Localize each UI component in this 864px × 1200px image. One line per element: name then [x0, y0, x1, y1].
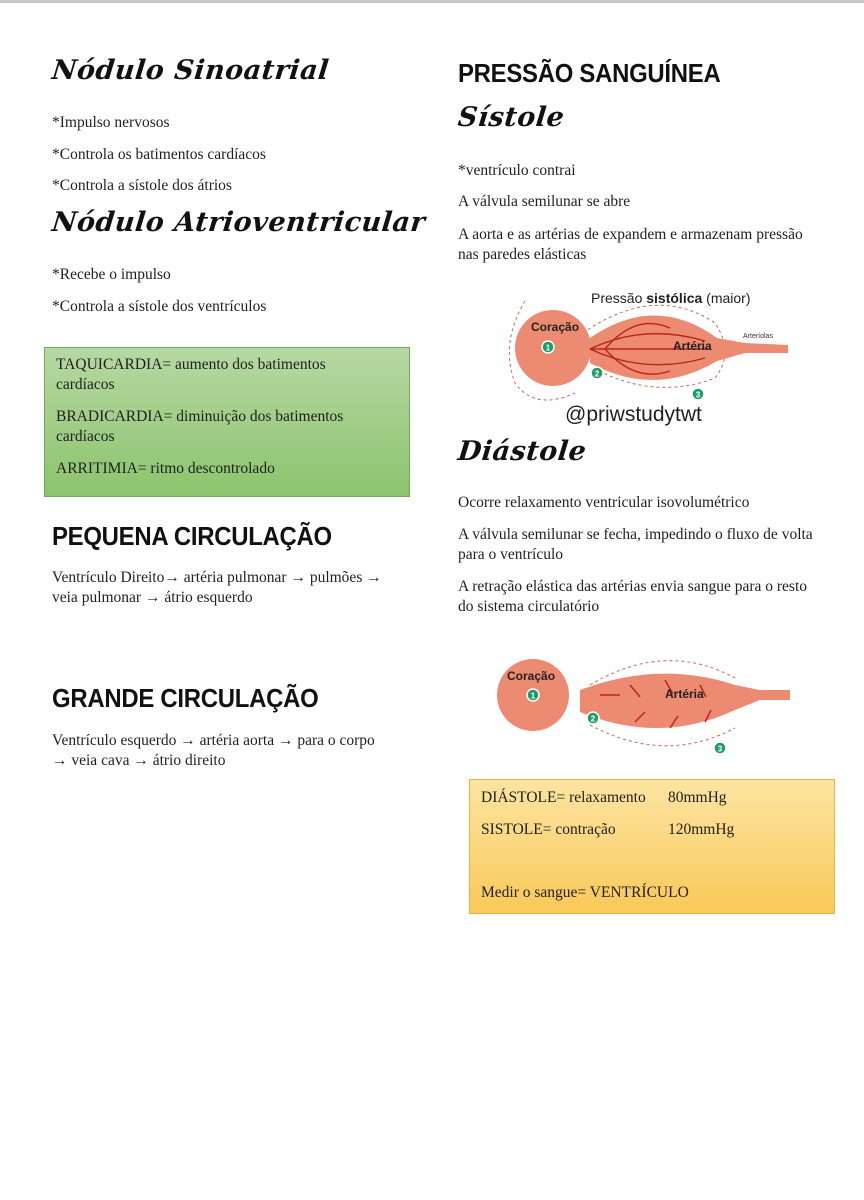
svg-text:3: 3: [695, 390, 701, 400]
large-circulation-text: Ventrículo esquerdo → artéria aorta → para o corpo → veia cava → átrio direito: [52, 732, 375, 769]
large-circulation-title: GRANDE CIRCULAÇÃO: [52, 683, 319, 713]
arterioles-label: Arteríolas: [743, 333, 773, 340]
systole-item-2: A válvula semilunar se abre: [458, 193, 631, 210]
artery-label: Artéria: [665, 687, 704, 701]
tachycardia-text: TAQUICARDIA= aumento dos batimentos cardíacos: [56, 356, 326, 393]
svg-text:1: 1: [545, 343, 551, 353]
bradycardia-text: BRADICARDIA= diminuição dos batimentos cardíacos: [56, 408, 344, 445]
artery-bottom-outline: [590, 725, 735, 746]
diastole-item-3: A retração elástica das artérias envia sangue para o resto do sistema circulatório: [458, 578, 808, 615]
systole-item-1: *ventrículo contrai: [458, 162, 576, 179]
systole-pressure-label: SISTOLE= contração: [481, 821, 616, 838]
heart-rate-box: [44, 347, 410, 497]
blood-pressure-title: PRESSÃO SANGUÍNEA: [458, 58, 721, 88]
diastole-item-2: A válvula semilunar se fecha, impedindo o fluxo de volta para o ventrículo: [458, 526, 813, 563]
systole-figure: [495, 283, 795, 433]
diastole-item-1: Ocorre relaxamento ventricular isovolumétrico: [458, 494, 750, 511]
diastole-figure: [485, 640, 795, 765]
sinoatrial-item-1: *Impulso nervosos: [52, 114, 170, 131]
systole-item-3: A aorta e as artérias de expandem e armazenam pressão nas paredes elásticas: [458, 226, 803, 263]
artery-label: Artéria: [673, 339, 712, 353]
measure-note: Medir o sangue= VENTRÍCULO: [481, 884, 689, 901]
svg-text:2: 2: [594, 369, 600, 379]
systole-pressure-value: 120mmHg: [668, 821, 735, 838]
atrioventricular-item-1: *Recebe o impulso: [52, 266, 171, 283]
systolic-caption: Pressão sistólica (maior): [591, 290, 751, 306]
sinoatrial-title: Nódulo Sinoatrial: [50, 55, 331, 86]
diastole-pressure-label: DIÁSTOLE= relaxamento: [481, 789, 646, 806]
top-border: [0, 0, 864, 3]
svg-text:1: 1: [530, 691, 536, 701]
heart-label: Coração: [507, 669, 556, 683]
svg-text:3: 3: [717, 744, 723, 754]
diastole-title: Diástole: [456, 436, 588, 467]
watermark: @priwstudytwt: [565, 403, 702, 426]
small-circulation-title: PEQUENA CIRCULAÇÃO: [52, 521, 332, 551]
atrioventricular-title: Nódulo Atrioventricular: [50, 207, 427, 238]
sinoatrial-item-3: *Controla a sístole dos átrios: [52, 177, 232, 194]
arrhythmia-text: ARRITIMIA= ritmo descontrolado: [56, 460, 275, 477]
systole-title: Sístole: [456, 102, 567, 133]
small-circulation-text: Ventrículo Direito→ artéria pulmonar → pulmões → veia pulmonar → átrio esquerdo: [52, 569, 382, 606]
atrioventricular-item-2: *Controla a sístole dos ventrículos: [52, 298, 267, 315]
sinoatrial-item-2: *Controla os batimentos cardíacos: [52, 146, 266, 163]
diastole-pressure-value: 80mmHg: [668, 789, 727, 806]
pressure-box: [469, 779, 835, 914]
heart-label: Coração: [531, 320, 580, 334]
svg-text:2: 2: [590, 714, 596, 724]
